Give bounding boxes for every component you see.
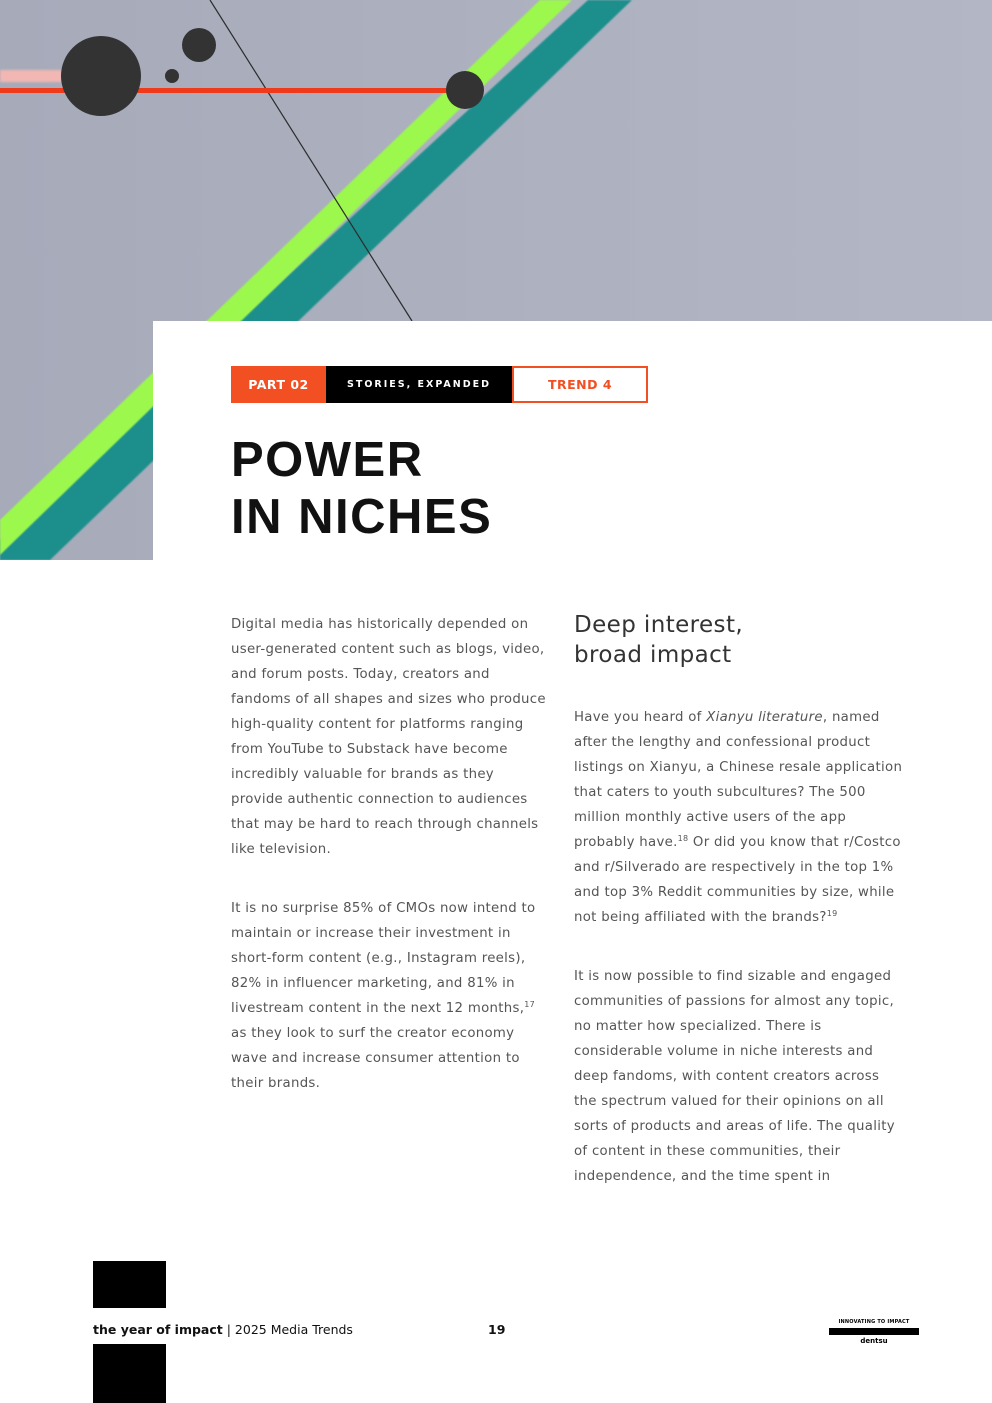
left-paragraph-2-text-a: It is no surprise 85% of CMOs now intend to maintain or increase their investment in short-form content (e.g., Instagram reels), 82% in influencer marketing, and 81% in livestream content in the next 12 months, (231, 901, 536, 1016)
large-dot (61, 36, 141, 116)
right-paragraph-1-text-c: Or did you know that r/Costco and r/Silverado are respectively in the top 1% and top 3% Reddit communities by size, while not being affiliated with the brands? (574, 835, 901, 925)
logo-name: dentsu (860, 1337, 888, 1345)
medium-dot (182, 28, 216, 62)
right-paragraph-1-text-a: Have you heard of (574, 710, 707, 725)
footnote-ref-19: 19 (826, 909, 838, 918)
right-paragraph-1 (574, 705, 904, 930)
dentsu-logo (829, 1318, 919, 1346)
footer-separator: | (222, 1322, 235, 1337)
title-line-2: IN NICHES (231, 490, 493, 544)
small-dot (165, 69, 179, 83)
left-paragraph-1: Digital media has historically depended on user-generated content such as blogs, video, and forum posts. Today, creators and fandoms of all shapes and sizes who produce high-quality content for platforms ranging from YouTube to Substack have become incredibly valuable for brands as they provide authentic connection to audiences that may be hard to reach through channels like television. (231, 617, 546, 857)
xianyu-literature-term: Xianyu literature (706, 710, 823, 725)
footnote-ref-18: 18 (677, 834, 689, 843)
line-end-dot (446, 71, 484, 109)
footer-block-top (93, 1261, 166, 1308)
title-line-1: POWER (231, 433, 424, 487)
section-tags (231, 366, 648, 403)
footer-block-bottom (93, 1344, 166, 1403)
right-column (574, 610, 904, 1189)
part-tag: PART 02 (231, 366, 326, 403)
right-paragraph-1-text-b: , named after the lengthy and confessional product listings on Xianyu, a Chinese resale application that caters to youth subcultures? The 500 million monthly active users of the app probably have. (574, 710, 903, 850)
section-subheading (574, 610, 904, 670)
page-number: 19 (488, 1322, 506, 1337)
right-paragraph-2: It is now possible to find sizable and engaged communities of passions for almost any topic, no matter how specialized. There is considerable volume in niche interests and deep fandoms, with content creators across the spectrum valued for their opinions on all sorts of products and areas of life. The quality of content in these communities, their independence, and the time spent in (574, 969, 895, 1184)
section-tag: STORIES, EXPANDED (326, 366, 512, 403)
subheading-line-1: Deep interest, (574, 612, 744, 638)
trend-tag: TREND 4 (512, 366, 648, 403)
pink-glow-line (0, 70, 62, 82)
page-title (231, 432, 492, 546)
subheading-line-2: broad impact (574, 642, 732, 668)
report-name: the year of impact (93, 1322, 223, 1337)
left-paragraph-2 (231, 896, 549, 1096)
logo-tagline: INNOVATING TO IMPACT (838, 1319, 910, 1325)
footer-report-title (93, 1322, 353, 1337)
left-column (231, 612, 549, 1096)
report-subtitle: 2025 Media Trends (234, 1322, 353, 1337)
left-paragraph-2-text-b: as they look to surf the creator economy wave and increase consumer attention to their brands. (231, 1026, 520, 1091)
footnote-ref-17: 17 (524, 1000, 536, 1009)
logo-bar (829, 1328, 919, 1335)
